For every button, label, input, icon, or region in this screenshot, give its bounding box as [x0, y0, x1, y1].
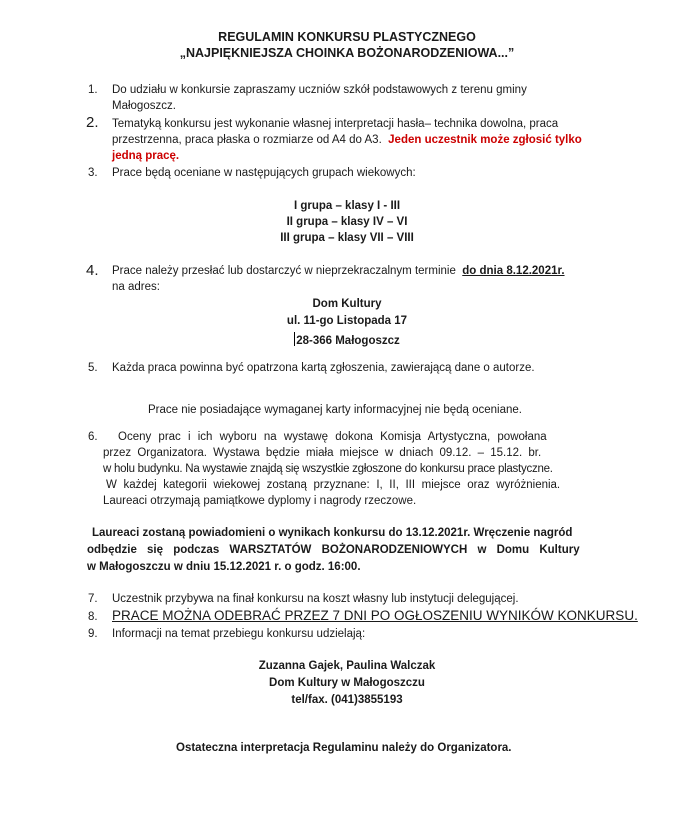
laureates-line1: Laureaci zostaną powiadomieni o wynikach konkursu do 13.12.2021r. Wręczenie nagród — [92, 527, 573, 539]
contact-institution: Dom Kultury w Małogoszczu — [269, 677, 425, 689]
doc-title-line1: REGULAMIN KONKURSU PLASTYCZNEGO — [218, 30, 476, 44]
item-4-text: Prace należy przesłać lub dostarczyć w nieprzekraczalnym terminie — [112, 265, 456, 277]
laureates-line2: odbędzie się podczas WARSZTATÓW BOŻONARODZENIOWYCH w Domu Kultury — [87, 544, 580, 556]
age-group-2: II grupa – klasy IV – VI — [286, 216, 408, 228]
item-2-line2 — [112, 134, 582, 146]
doc-title-line2: „NAJPIĘKNIEJSZA CHOINKA BOŻONARODZENIOWA...” — [179, 46, 515, 60]
item-6-line1: Oceny prac i ich wyboru na wystawę dokona Komisja Artystyczna, powołana — [118, 431, 547, 443]
item-2-number: 2. — [86, 114, 99, 131]
item-3-line1: Prace będą oceniane w następujących grupach wiekowych: — [112, 167, 416, 179]
footer-note: Ostateczna interpretacja Regulaminu należy do Organizatora. — [176, 742, 512, 754]
item-4-deadline: do dnia 8.12.2021r. — [462, 265, 565, 277]
item-4-line2: na adres: — [112, 281, 160, 293]
item-5-line1: Każda praca powinna być opatrzona kartą zgłoszenia, zawierającą dane o autorze. — [112, 362, 535, 374]
age-group-1: I grupa – klasy I - III — [293, 200, 401, 212]
item-9-line1: Informacji na temat przebiegu konkursu udzielają: — [112, 628, 366, 640]
laureates-line3: w Małogoszczu w dniu 15.12.2021 r. o godz. 16:00. — [87, 561, 361, 573]
item-6-line4: W każdej kategorii wiekowej zostaną przyznane: I, II, III miejsce oraz wyróżnienia. — [106, 479, 561, 491]
item-9-number: 9. — [88, 628, 98, 640]
item-2-red-note: Jeden uczestnik może zgłosić tylko — [388, 134, 582, 146]
item-8-line1: PRACE MOŻNA ODEBRAĆ PRZEZ 7 DNI PO OGŁOSZENIU WYNIKÓW KONKURSU. — [112, 608, 638, 623]
item-1-number: 1. — [88, 84, 98, 96]
address-line3 — [0, 332, 694, 347]
item-6-number: 6. — [88, 431, 98, 443]
item-1-line1: Do udziału w konkursie zapraszamy uczniów szkół podstawowych z terenu gminy — [112, 84, 527, 96]
item-8-number: 8. — [88, 611, 98, 623]
contact-names: Zuzanna Gajek, Paulina Walczak — [258, 660, 436, 672]
address-line3-text: 28-366 Małogoszcz — [296, 335, 400, 347]
item-1-line2: Małogoszcz. — [112, 100, 176, 112]
item-6-line3: w holu budynku. Na wystawie znajdą się wszystkie zgłoszone do konkursu prace plastyczne. — [103, 463, 553, 475]
item-4-number: 4. — [86, 262, 99, 279]
item-7-line1: Uczestnik przybywa na finał konkursu na koszt własny lub instytucji delegującej. — [112, 593, 519, 605]
item-3-number: 3. — [88, 167, 98, 179]
item-4-line1 — [112, 265, 565, 277]
age-group-3: III grupa – klasy VII – VIII — [280, 232, 414, 244]
item-2-red-note-cont: jedną pracę. — [112, 150, 180, 162]
item-6-line2: przez Organizatora. Wystawa będzie miała miejsce w dniach 09.12. – 15.12. br. — [103, 447, 542, 459]
item-6-line5: Laureaci otrzymają pamiątkowe dyplomy i nagrody rzeczowe. — [103, 495, 417, 507]
contact-phone: tel/fax. (041)3855193 — [291, 694, 403, 706]
item-7-number: 7. — [88, 593, 98, 605]
address-line2: ul. 11-go Listopada 17 — [286, 315, 408, 327]
address-line1: Dom Kultury — [312, 298, 382, 310]
note-no-card: Prace nie posiadające wymaganej karty informacyjnej nie będą oceniane. — [148, 404, 522, 416]
item-2-line1: Tematyką konkursu jest wykonanie własnej interpretacji hasła– technika dowolna, praca — [112, 118, 559, 130]
item-2-line2-text: przestrzenna, praca płaska o rozmiarze od A4 do A3. — [112, 134, 382, 146]
item-5-number: 5. — [88, 362, 98, 374]
